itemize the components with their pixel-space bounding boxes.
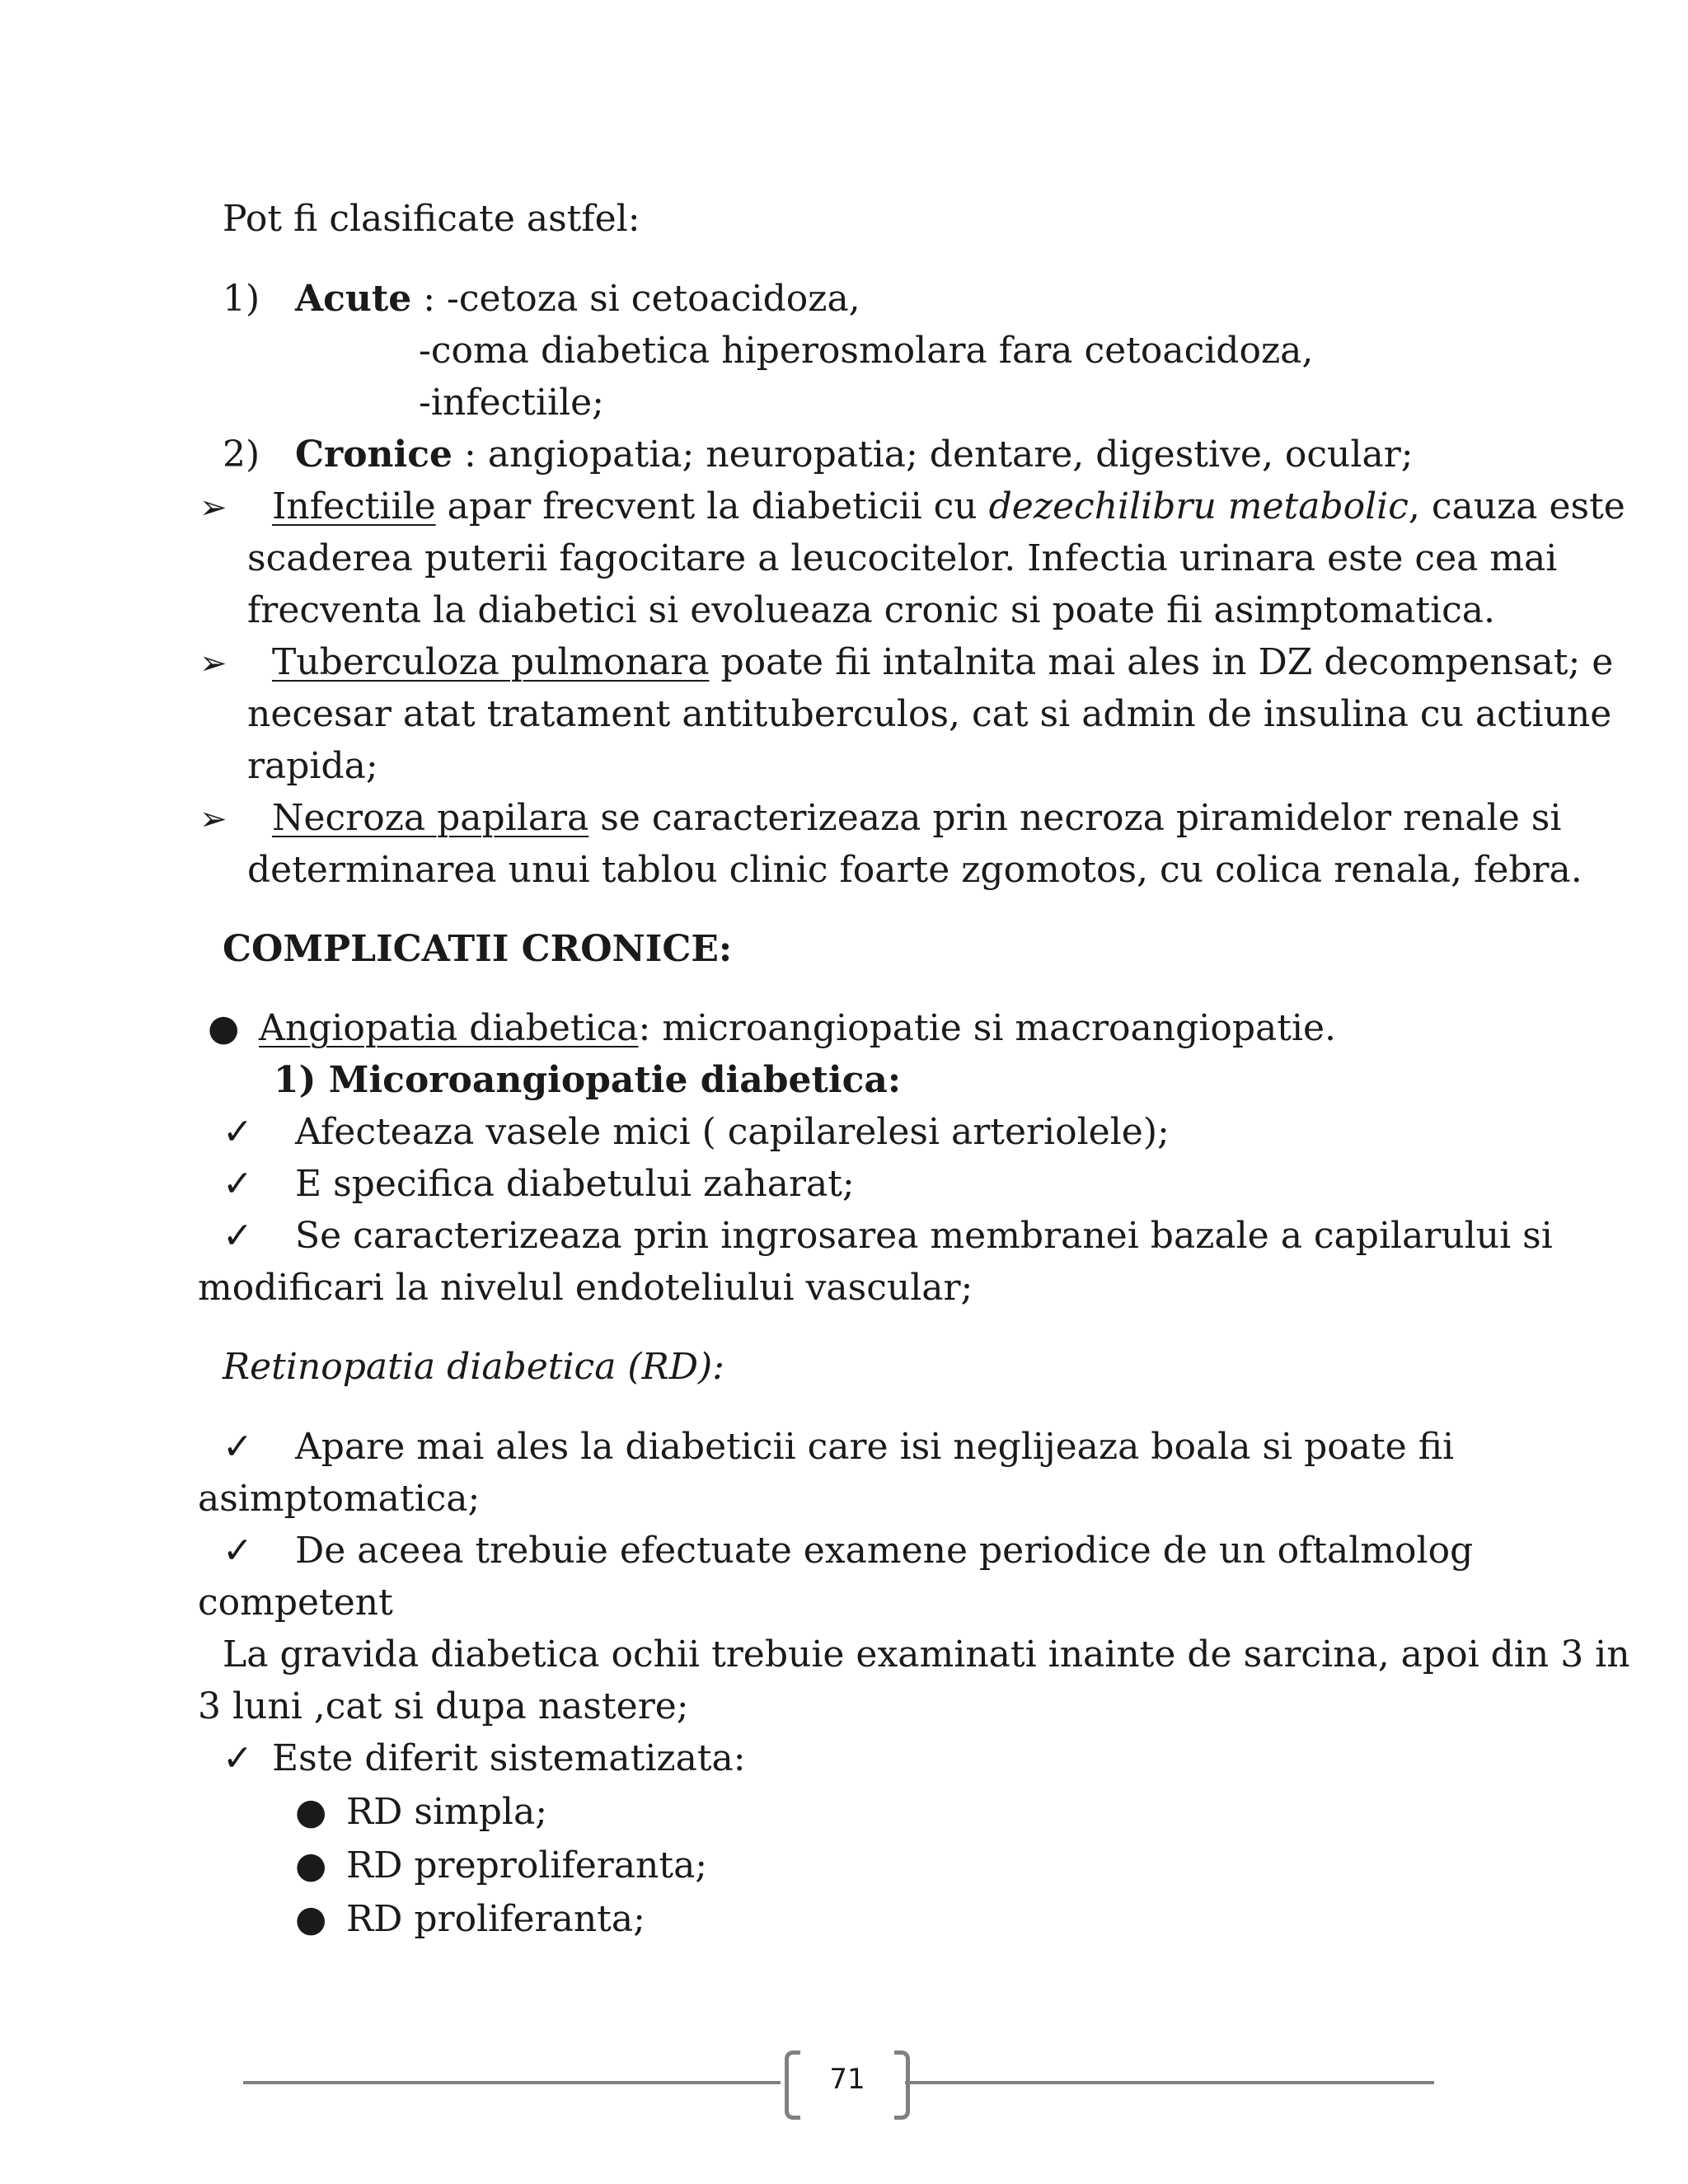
arrow-bullet-icon: ➢ xyxy=(199,489,227,527)
rd-type-2: RD preproliferanta; xyxy=(346,1844,708,1886)
angiopathy-term: Angiopatia diabetica xyxy=(259,1007,639,1049)
retino-item-1-cont: asimptomatica; xyxy=(198,1478,481,1520)
acute-sep: : xyxy=(411,278,448,320)
tb-term: Tuberculoza pulmonara xyxy=(272,641,710,683)
acute-item-2: -coma diabetica hiperosmolara fara cetoacidoza, xyxy=(419,330,1314,372)
tb-text: poate fii intalnita mai ales in DZ decompensat; e xyxy=(709,641,1614,683)
necrosis-line-1 xyxy=(247,794,1561,843)
checkmark-icon: ✓ xyxy=(223,1737,253,1779)
micro-item-3: Se caracterizeaza prin ingrosarea membranei bazale a capilarului si xyxy=(295,1215,1553,1257)
retino-item-2-cont: competent xyxy=(198,1582,393,1624)
necrosis-text: se caracterizeaza prin necroza piramidelor renale si xyxy=(588,797,1562,839)
tb-line-1 xyxy=(272,638,1613,687)
infections-text-b: , cauza este xyxy=(1408,485,1625,527)
infections-term: Infectiile xyxy=(272,485,436,527)
tb-line-2: necesar atat tratament antituberculos, cat si admin de insulina cu actiune xyxy=(247,693,1612,735)
retinopathy-heading: Retinopatia diabetica (RD): xyxy=(223,1346,724,1388)
rd-type-3: RD proliferanta; xyxy=(346,1898,645,1940)
infections-line-2: scaderea puterii fagocitare a leucocitelor. Infectia urinara este cea mai xyxy=(247,537,1558,579)
infections-text-a: apar frecvent la diabeticii cu xyxy=(435,485,989,527)
footer-rule-right xyxy=(905,2081,1434,2084)
bullet-icon: ● xyxy=(208,1007,240,1049)
necrosis-term: Necroza papilara xyxy=(272,797,589,839)
infections-italic: dezechilibru metabolic xyxy=(988,485,1409,527)
right-brace-icon xyxy=(894,2050,910,2120)
acute-line xyxy=(295,274,860,324)
checkmark-icon: ✓ xyxy=(223,1215,253,1257)
retino-item-1: Apare mai ales la diabeticii care isi neglijeaza boala si poate fii xyxy=(295,1426,1455,1468)
micro-heading: 1) Micoroangiopatie diabetica: xyxy=(274,1059,902,1101)
footer-rule-left xyxy=(243,2081,781,2084)
bullet-icon: ● xyxy=(295,1844,327,1886)
bullet-icon: ● xyxy=(295,1898,327,1940)
left-brace-icon xyxy=(785,2050,800,2120)
checkmark-icon: ✓ xyxy=(223,1530,253,1572)
infections-line-1 xyxy=(272,482,1625,532)
acute-number: 1) xyxy=(223,278,260,320)
acute-title: Acute xyxy=(295,278,412,320)
micro-item-3-cont: modificari la nivelul endoteliului vascular; xyxy=(198,1267,973,1309)
infections-line-3: frecventa la diabetici si evolueaza cronic si poate fii asimptomatica. xyxy=(247,589,1496,631)
checkmark-icon: ✓ xyxy=(223,1426,253,1468)
acute-item-3: -infectiile; xyxy=(419,382,605,424)
angiopathy-text: : microangiopatie si macroangiopatie. xyxy=(638,1007,1337,1049)
pregnancy-line-2: 3 luni ,cat si dupa nastere; xyxy=(198,1685,689,1727)
chronic-text: : angiopatia; neuropatia; dentare, digestive, ocular; xyxy=(452,434,1414,476)
arrow-bullet-icon: ➢ xyxy=(199,800,227,838)
arrow-bullet-icon: ➢ xyxy=(199,644,227,682)
chronic-title: Cronice xyxy=(295,434,453,476)
tb-line-3: rapida; xyxy=(247,745,378,787)
acute-item-1: -cetoza si cetoacidoza, xyxy=(447,278,860,320)
chronic-line xyxy=(295,430,1414,480)
checkmark-icon: ✓ xyxy=(223,1111,253,1153)
bullet-icon: ● xyxy=(295,1791,327,1833)
page-number: 71 xyxy=(829,2063,865,2096)
chronic-number: 2) xyxy=(223,434,260,476)
chronic-complications-heading: COMPLICATII CRONICE: xyxy=(223,928,733,970)
pregnancy-line-1: La gravida diabetica ochii trebuie examinati inainte de sarcina, apoi din 3 in xyxy=(223,1633,1630,1675)
retino-item-2: De aceea trebuie efectuate examene periodice de un oftalmolog xyxy=(295,1530,1474,1572)
systematized-line: Este diferit sistematizata: xyxy=(272,1737,746,1779)
checkmark-icon: ✓ xyxy=(223,1163,253,1205)
angiopathy-line xyxy=(259,1004,1336,1053)
rd-type-1: RD simpla; xyxy=(346,1791,548,1833)
micro-item-1: Afecteaza vasele mici ( capilarelesi arteriolele); xyxy=(295,1111,1170,1153)
necrosis-line-2: determinarea unui tablou clinic foarte zgomotos, cu colica renala, febra. xyxy=(247,849,1582,891)
intro-text: Pot fi clasificate astfel: xyxy=(223,198,640,240)
micro-item-2: E specifica diabetului zaharat; xyxy=(295,1163,855,1205)
